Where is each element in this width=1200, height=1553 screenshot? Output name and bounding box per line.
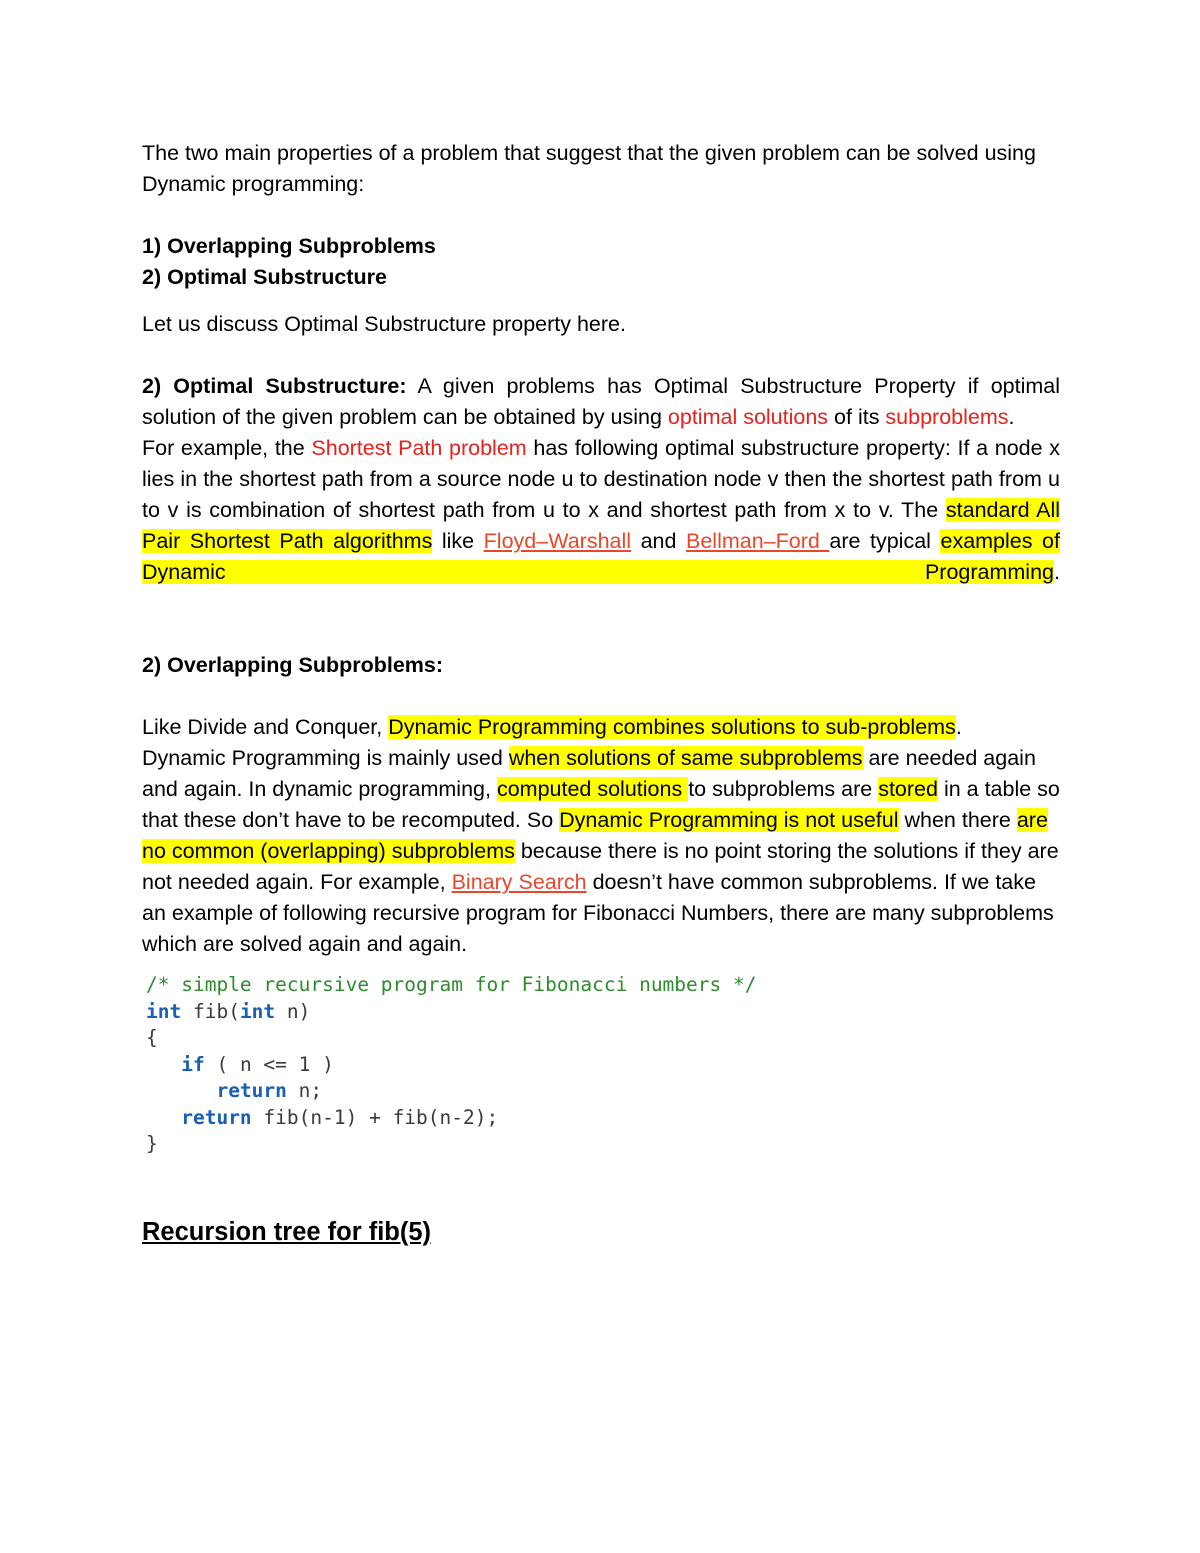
highlight-dp-combines: Dynamic Programming combines solutions to sub-problems [388,715,956,739]
code-text: n) [275,999,311,1023]
text-run: Dynamic Programming is mainly used [142,746,509,770]
text-run: For example, the [142,436,312,460]
text-run: doesn’t have common subproblems. If we take an example of following recursive program for Fibonacci Numbers, there are many subproblems which are solved again and again. [142,870,1054,956]
code-keyword: int [146,999,182,1023]
red-term-optimal-solutions: optimal solutions [667,405,829,429]
code-block-fibonacci [146,972,1060,1158]
code-indent [146,1053,181,1076]
text-run: . [1008,405,1015,429]
code-text: n; [286,1079,323,1102]
highlight-computed-solutions: computed solutions [496,777,689,801]
intro-text: The two main properties of a problem that suggest that the given problem can be solved using Dynamic programming: [142,141,1036,196]
code-indent [146,1106,181,1129]
link-floyd-warshall[interactable]: Floyd–Warshall [483,529,632,553]
shortest-path-paragraph [142,433,1060,588]
highlight-same-subproblems: when solutions of same subproblems [508,746,863,770]
code-text: } [146,1132,158,1155]
highlight-no-common: are no common (overlapping) subproblems [142,808,1048,863]
overlapping-subproblems-title: 2) Overlapping Subproblems: [142,653,444,677]
text-run: and [631,529,686,553]
text-run: because there is no point storing the solutions if they are not needed again. For example, [142,839,1059,894]
link-bellman-ford[interactable]: Bellman–Ford [686,529,830,553]
text-run: in a table so that these don’t have to be recomputed. So [142,777,1060,832]
code-comment: /* simple recursive program for Fibonacci numbers */ [146,973,757,996]
red-term-subproblems: subproblems [885,405,1009,429]
optimal-substructure-paragraph [142,371,1060,433]
code-keyword: if [181,1052,205,1076]
text-run: are typical [829,529,941,553]
optimal-substructure-title: 2) Optimal Substructure: [142,374,407,398]
highlight-stored: stored [878,777,938,801]
properties-list [142,231,1060,293]
recursion-tree-heading: Recursion tree for fib(5) [142,1217,432,1246]
code-keyword: return [216,1079,287,1102]
list-item-optimal: 2) Optimal Substructure [142,265,387,289]
text-run: . [955,715,962,739]
text-run: like [432,529,484,553]
highlight-not-useful: Dynamic Programming is not useful [559,808,899,832]
text-run: of its [828,405,886,429]
code-text: ( n <= 1 ) [204,1052,334,1076]
text-run: Like Divide and Conquer, [142,715,389,739]
text-run: has following optimal substructure property: If a node x lies in the shortest path from a source node u to destination node v then the shortest path from u to v is combination of shortest path from u to x and shortest path from x to v. The [142,436,1060,522]
document-page [142,138,1060,1248]
code-keyword: return [181,1105,252,1129]
red-term-shortest-path: Shortest Path problem [311,436,527,460]
highlight-all-pair: standard All Pair Shortest Path algorithms [142,498,1060,553]
code-text: fib(n-1) + fib(n-2); [251,1105,499,1129]
highlight-examples-dp: examples of Dynamic Programming [142,529,1060,584]
text-run: to subproblems are [688,777,879,801]
link-binary-search[interactable]: Binary Search [451,870,587,894]
text-run: when there [898,808,1017,832]
text-run: . [1054,560,1060,584]
list-item-overlapping: 1) Overlapping Subproblems [142,234,436,258]
text-run: are needed again and again. In dynamic programming, [142,746,1036,801]
overlapping-paragraph-2 [142,743,1060,960]
text-run: A given problems has Optimal Substructure Property if optimal solution of the given problem can be obtained by using [142,374,1061,429]
overlapping-paragraph-1 [142,712,1060,743]
code-text: { [146,1026,158,1049]
code-keyword: int [239,999,276,1023]
code-indent [146,1079,216,1102]
discuss-line: Let us discuss Optimal Substructure property here. [142,312,626,336]
code-text: fib( [181,999,240,1023]
intro-paragraph [142,138,1060,200]
